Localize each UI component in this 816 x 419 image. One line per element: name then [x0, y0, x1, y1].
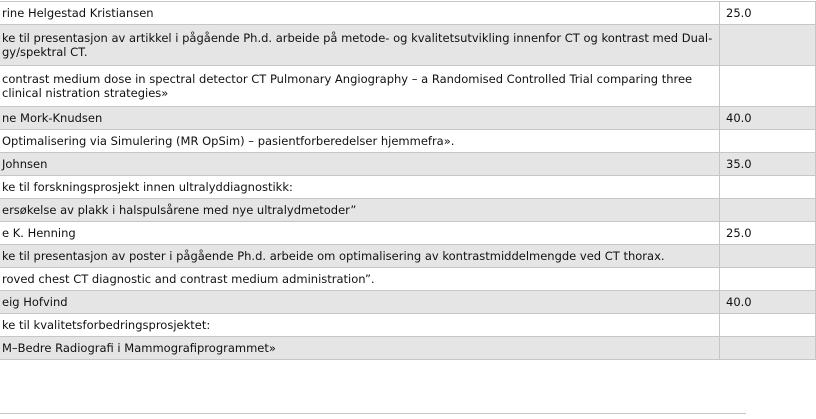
table-row [0, 245, 816, 268]
amount-cell: 40.0 [720, 107, 816, 130]
recipient-name-cell: e K. Henning [0, 222, 720, 245]
table-bottom-divider [0, 413, 746, 414]
amount-cell [720, 130, 816, 153]
table-row [0, 130, 816, 153]
project-title-cell: M–Bedre Radiografi i Mammografiprogrammet» [0, 337, 720, 360]
amount-cell [720, 66, 816, 107]
description-cell: ke til forskningsprosjekt innen ultralyddiagnostikk: [0, 176, 720, 199]
table-row [0, 153, 816, 176]
project-title-cell: ersøkelse av plakk i halspulsårene med nye ultralydmetoder” [0, 199, 720, 222]
amount-cell [720, 337, 816, 360]
amount-cell [720, 199, 816, 222]
amount-cell [720, 245, 816, 268]
grant-recipients-table [0, 1, 816, 360]
amount-cell: 25.0 [720, 222, 816, 245]
table-row [0, 25, 816, 66]
amount-cell [720, 25, 816, 66]
recipient-name-cell: eig Hofvind [0, 291, 720, 314]
table-row [0, 2, 816, 25]
table-row [0, 291, 816, 314]
recipient-name-cell: ne Mork-Knudsen [0, 107, 720, 130]
project-title-cell: contrast medium dose in spectral detector CT Pulmonary Angiography – a Randomised Controlled Trial comparing three clinical nistration strategies» [0, 66, 720, 107]
project-title-cell: Optimalisering via Simulering (MR OpSim) – pasientforberedelser hjemmefra». [0, 130, 720, 153]
amount-cell: 40.0 [720, 291, 816, 314]
description-cell: ke til presentasjon av poster i pågående Ph.d. arbeide om optimalisering av kontrastmiddelmengde ved CT thorax. [0, 245, 720, 268]
project-title-cell: roved chest CT diagnostic and contrast medium administration”. [0, 268, 720, 291]
table-row [0, 199, 816, 222]
table-row [0, 66, 816, 107]
description-cell: ke til presentasjon av artikkel i pågående Ph.d. arbeide på metode- og kvalitetsutvikling innenfor CT og kontrast med Dual-gy/spektral CT. [0, 25, 720, 66]
amount-cell: 25.0 [720, 2, 816, 25]
recipient-name-cell: rine Helgestad Kristiansen [0, 2, 720, 25]
table-row [0, 314, 816, 337]
table-row [0, 222, 816, 245]
table-row [0, 337, 816, 360]
amount-cell [720, 314, 816, 337]
amount-cell [720, 176, 816, 199]
recipient-name-cell: Johnsen [0, 153, 720, 176]
table-row [0, 268, 816, 291]
description-cell: ke til kvalitetsforbedringsprosjektet: [0, 314, 720, 337]
table-row [0, 176, 816, 199]
table-row [0, 107, 816, 130]
amount-cell: 35.0 [720, 153, 816, 176]
amount-cell [720, 268, 816, 291]
